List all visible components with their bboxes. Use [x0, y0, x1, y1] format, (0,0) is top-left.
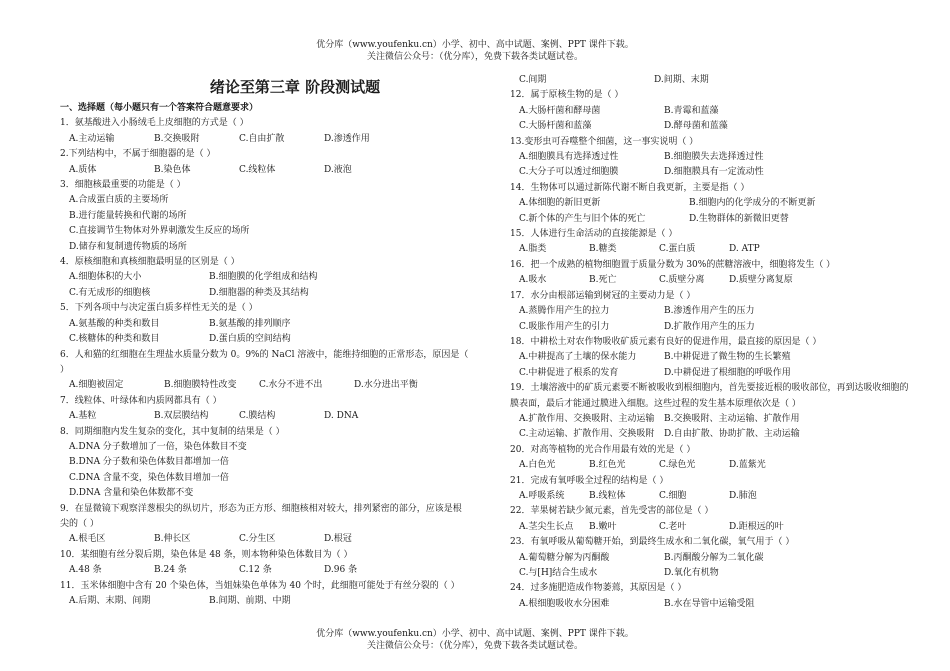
option: A.大肠杆菌和酵母菌 — [519, 105, 601, 116]
option-list — [510, 104, 910, 135]
question-stem: 23．有氧呼吸从葡萄糖开始，到最终生成水和二氧化碳，氧气用于（ ） — [510, 537, 795, 548]
question — [60, 301, 470, 347]
option: C.直接调节生物体对外界刺激发生反应的场所 — [69, 226, 250, 237]
option: D.储存和复制遗传物质的场所 — [69, 241, 187, 252]
option: C.膜结构 — [239, 411, 276, 422]
option: A.根毛区 — [69, 534, 106, 545]
right-question-list — [510, 88, 910, 612]
option: B.死亡 — [589, 275, 617, 286]
option: B.青霉和蓝藻 — [664, 105, 719, 116]
option: C.绿色光 — [659, 460, 696, 471]
question — [60, 548, 470, 579]
question — [60, 579, 470, 610]
option: A.蒸腾作用产生的拉力 — [519, 306, 610, 317]
option: A.葡萄糖分解为丙酮酸 — [519, 552, 610, 563]
option-list — [60, 193, 470, 255]
option: C.中耕促进了根系的发育 — [519, 367, 619, 378]
option: A.体细胞的新旧更新 — [519, 198, 601, 209]
option: B.细胞内的化学成分的不断更新 — [689, 198, 816, 209]
question-stem: 13.变形虫可吞噬整个细菌，这一事实说明（ ） — [510, 136, 699, 147]
option: C.蛋白质 — [659, 244, 696, 255]
option: D.细胞膜具有一定流动性 — [664, 167, 764, 178]
option: D.根冠 — [324, 534, 352, 545]
option: A.扩散作用、交换吸附、主动运输 — [519, 413, 655, 424]
option: B.细胞膜失去选择透过性 — [664, 152, 764, 163]
option: A.主动运输 — [69, 133, 115, 144]
question-stem: 7．线粒体、叶绿体和内质网都具有（ ） — [60, 395, 222, 406]
option: A.根细胞吸收水分困难 — [519, 598, 610, 609]
option-list — [510, 597, 910, 612]
option: C.12 条 — [239, 565, 272, 576]
option: A.白色光 — [519, 460, 556, 471]
option: B.线粒体 — [589, 490, 626, 501]
option: A.DNA 分子数增加了一倍，染色体数目不变 — [69, 441, 247, 452]
option: D.液泡 — [324, 164, 352, 175]
option-list — [60, 378, 470, 393]
question — [510, 88, 910, 134]
option: D.扩散作用产生的压力 — [664, 321, 755, 332]
option-list — [60, 532, 470, 547]
header-line-1: 优分库（www.youfenku.cn）小学、初中、高中试题、案例、PPT 课件下载。 — [316, 40, 634, 50]
option: C.质壁分离 — [659, 275, 705, 286]
option: D.蓝紫光 — [729, 460, 766, 471]
option: C.间期 — [519, 75, 547, 85]
option: D.肺泡 — [729, 490, 757, 501]
option: A.后期、末期、间期 — [69, 596, 151, 606]
question — [510, 581, 910, 612]
option: D.DNA 含量和染色体数都不变 — [69, 488, 194, 499]
question — [510, 289, 910, 335]
question — [510, 335, 910, 381]
question — [510, 504, 910, 535]
page-footer — [0, 628, 950, 652]
question-stem: 18．中耕松土对农作物吸收矿质元素有良好的促进作用，最直接的原因是（ ） — [510, 336, 822, 347]
question-stem: 8．同期细胞内发生复杂的变化，其中复制的结果是（ ） — [60, 426, 285, 437]
option: B.染色体 — [154, 164, 191, 175]
header-line-2: 关注微信公众号：（优分库），免费下载各类试题试卷。 — [366, 52, 583, 62]
continued-options — [510, 73, 910, 88]
section-heading: 一、选择题（每小题只有一个答案符合题意要求） — [60, 103, 259, 113]
option-list — [510, 273, 910, 288]
option: C.新个体的产生与旧个体的死亡 — [519, 213, 646, 224]
option-list — [60, 163, 470, 178]
option: D.96 条 — [324, 565, 358, 576]
option: B.渗透作用产生的压力 — [664, 306, 755, 317]
question-stem: 20．对高等植物的光合作用最有效的光是（ ） — [510, 444, 696, 455]
option: D.蛋白质的空间结构 — [209, 334, 291, 345]
option-list — [510, 551, 910, 582]
option: C.大肠杆菌和蓝藻 — [519, 121, 592, 132]
option: A.细胞体积的大小 — [69, 272, 142, 283]
option-list — [510, 350, 910, 381]
option: D.渗透作用 — [324, 133, 370, 144]
question — [510, 181, 910, 227]
option: A.呼吸系统 — [519, 490, 565, 501]
question — [510, 227, 910, 258]
footer-line-2: 关注微信公众号：（优分库），免费下载各类试题试卷。 — [366, 641, 583, 651]
option: D.水分进出平衡 — [354, 380, 418, 391]
footer-line-1: 优分库（www.youfenku.cn）小学、初中、高中试题、案例、PPT 课件下载。 — [316, 629, 634, 639]
question-stem: 19．土壤溶液中的矿质元素要不断被吸收到根细胞内，首先要接近根的吸收部位，再到达吸收细胞的膜表面，最后才能通过膜进入细胞。这些过程的发生基本原理依次是（ ） — [510, 383, 909, 409]
option: D.酵母菌和蓝藻 — [664, 121, 728, 132]
question-stem: 24．过多施肥造成作物萎蔫，其原因是（ ） — [510, 583, 687, 594]
question-stem: 4．原核细胞和真核细胞最明显的区别是（ ） — [60, 257, 240, 268]
option: C.有无成形的细胞核 — [69, 287, 151, 298]
option: C.分生区 — [239, 534, 276, 545]
option-list — [60, 270, 470, 301]
option: B.丙酮酸分解为二氧化碳 — [664, 552, 764, 563]
right-column — [510, 73, 910, 612]
question-stem: 15．人体进行生命活动的直接能源是（ ） — [510, 229, 678, 240]
left-question-list — [60, 116, 470, 609]
question — [60, 255, 470, 301]
option: C.老叶 — [659, 521, 687, 532]
option: A.合成蛋白质的主要场所 — [69, 195, 169, 206]
question — [60, 348, 470, 394]
question-stem: 11．玉米体细胞中含有 20 个染色体，当姐妹染色单体为 40 个时，此细胞可能处于有丝分裂的（ ） — [60, 580, 460, 591]
option: B.双层膜结构 — [154, 411, 209, 422]
option-list — [510, 242, 910, 257]
option: A.氨基酸的种类和数目 — [69, 318, 160, 329]
option: C.线粒体 — [239, 164, 276, 175]
option-list — [510, 150, 910, 181]
option: A.48 条 — [69, 565, 102, 576]
option: C.与[H]结合生成水 — [519, 568, 598, 578]
question — [60, 394, 470, 425]
option-list — [60, 409, 470, 424]
option-list — [510, 196, 910, 227]
question-stem: 14．生物体可以通过新陈代谢不断自我更新，主要是指（ ） — [510, 182, 750, 193]
question-stem: 16．把一个成熟的植物细胞置于质量分数为 30%的蔗糖溶液中，细胞将发生（ ） — [510, 259, 836, 270]
option: C.大分子可以透过细胞膜 — [519, 167, 619, 178]
page-title: 绪论至第三章 阶段测试题 — [209, 78, 381, 96]
option: D. DNA — [324, 411, 359, 422]
option: D.质壁分离复原 — [729, 275, 793, 286]
option: A.细胞膜具有选择透过性 — [519, 152, 619, 163]
option: C.主动运输、扩散作用、交换吸附 — [519, 429, 655, 440]
question — [510, 381, 910, 443]
option: C.细胞 — [659, 490, 687, 501]
option: C.吸胀作用产生的引力 — [519, 321, 610, 332]
question — [60, 147, 470, 178]
question-stem: 5．下列各项中与决定蛋白质多样性无关的是（ ） — [60, 303, 258, 314]
left-column — [60, 73, 470, 609]
question-stem: 6．人和猫的红细胞在生理盐水质量分数为 0。9%的 NaCl 溶液中，能维持细胞的正常形态，原因是（ ） — [60, 349, 469, 375]
question — [510, 474, 910, 505]
option: B.进行能量转换和代谢的场所 — [69, 210, 187, 221]
question-stem: 21．完成有氧呼吸全过程的结构是（ ） — [510, 475, 669, 486]
question-stem: 10．某细胞有丝分裂后期，染色体是 48 条，则本物种染色体数目为（ ） — [60, 549, 353, 560]
option: A.细胞被固定 — [69, 380, 124, 391]
question-stem: 22．苹果树若缺少氮元素，首先受害的部位是（ ） — [510, 506, 714, 517]
option: A.茎尖生长点 — [519, 521, 574, 532]
question — [60, 178, 470, 255]
question-stem: 1．氨基酸进入小肠绒毛上皮细胞的方式是（ ） — [60, 118, 249, 129]
option-list — [60, 563, 470, 578]
option-list — [510, 520, 910, 535]
option: C.自由扩散 — [239, 133, 285, 144]
option: A.脂类 — [519, 244, 547, 255]
option: C.水分不进不出 — [259, 380, 323, 391]
option: A.中耕提高了土壤的保水能力 — [519, 352, 637, 363]
option: C.DNA 含量不变，染色体数目增加一倍 — [69, 472, 229, 483]
option: A.质体 — [69, 164, 97, 175]
option: B.细胞膜的化学组成和结构 — [209, 272, 318, 283]
option-list — [60, 594, 470, 609]
option: B.红色光 — [589, 460, 626, 471]
question-stem: 12．属于原核生物的是（ ） — [510, 90, 624, 101]
option: D.生物群体的新微旧更替 — [689, 213, 789, 224]
option-list — [60, 317, 470, 348]
question-stem: 2.下列结构中，不属于细胞器的是（ ） — [60, 149, 216, 160]
option: B.中耕促进了微生物的生长繁殖 — [664, 352, 791, 363]
question — [510, 258, 910, 289]
question-stem: 17．水分由根部运输到树冠的主要动力是（ ） — [510, 290, 696, 301]
question — [510, 443, 910, 474]
question — [60, 425, 470, 502]
option: A.基粒 — [69, 411, 97, 422]
option: D.细胞器的种类及其结构 — [209, 287, 309, 298]
option-list — [60, 440, 470, 502]
question — [60, 502, 470, 548]
question-stem: 3．细胞核最重要的功能是（ ） — [60, 180, 186, 191]
option: D.距根远的叶 — [729, 521, 784, 532]
option: B.交换吸附、主动运输、扩散作用 — [664, 413, 800, 424]
option: B.细胞膜特性改变 — [164, 380, 237, 391]
option: B.间期、前期、中期 — [209, 596, 291, 606]
option: D.中耕促进了根细胞的呼吸作用 — [664, 367, 791, 378]
option: B.嫩叶 — [589, 521, 617, 532]
option: D.氧化有机物 — [664, 568, 719, 578]
option: B.交换吸附 — [154, 133, 200, 144]
option: D.间期、末期 — [654, 75, 709, 85]
option: B.DNA 分子数和染色体数目都增加一倍 — [69, 457, 229, 468]
option: D.自由扩散、协助扩散、主动运输 — [664, 429, 800, 440]
page-header — [0, 39, 950, 63]
question — [510, 535, 910, 581]
option-list — [510, 304, 910, 335]
option: B.糖类 — [589, 244, 617, 255]
option: A.吸水 — [519, 275, 547, 286]
option: D. ATP — [729, 244, 760, 255]
option-list — [510, 458, 910, 473]
option: C.核糖体的种类和数目 — [69, 334, 160, 345]
option: B.水在导管中运输受阻 — [664, 598, 755, 609]
option: B.伸长区 — [154, 534, 191, 545]
option-list — [60, 132, 470, 147]
option: B.24 条 — [154, 565, 187, 576]
option-list — [510, 489, 910, 504]
option: B.氨基酸的排列顺序 — [209, 318, 291, 329]
option-list — [510, 412, 910, 443]
question-stem: 9．在显微镜下观察洋葱根尖的纵切片，形态为正方形、细胞核相对较大，排列紧密的部分，应该是根尖的（ ） — [60, 503, 462, 529]
question — [60, 116, 470, 147]
question — [510, 135, 910, 181]
